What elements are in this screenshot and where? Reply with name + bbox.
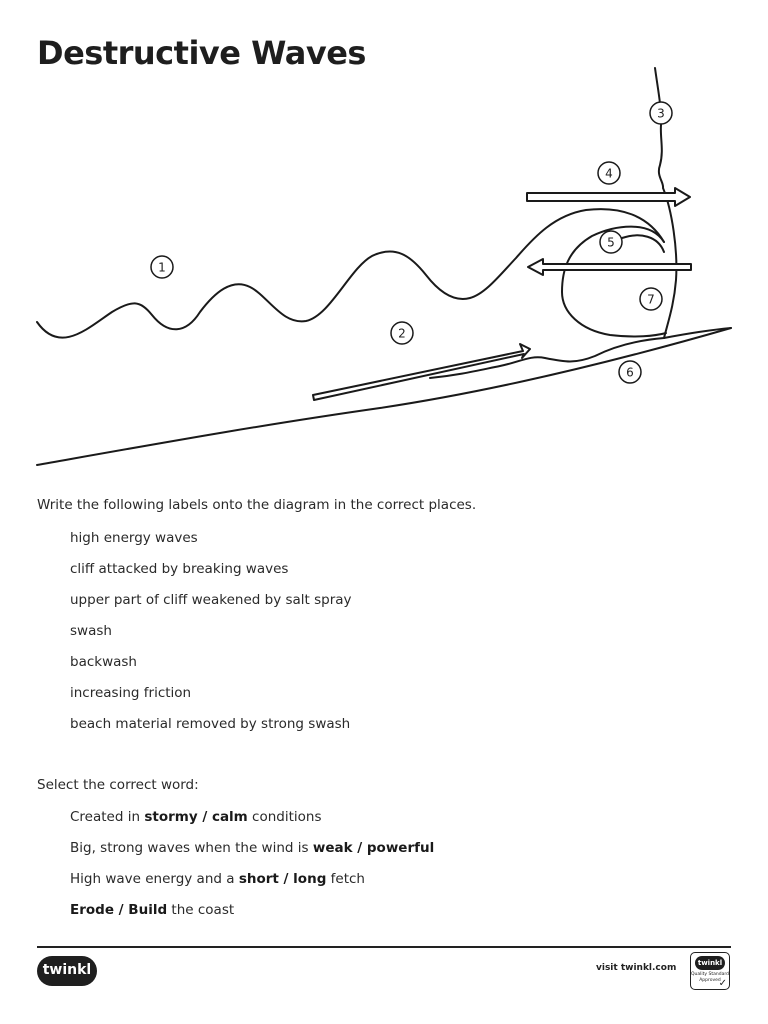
marker-2: 2 — [398, 326, 406, 341]
choice-item: Created in stormy / calm conditions — [70, 809, 322, 825]
label-item: backwash — [70, 654, 137, 670]
label-item: beach material removed by strong swash — [70, 716, 351, 732]
arrow-5-left — [528, 259, 691, 275]
label-item: upper part of cliff weakened by salt spray — [70, 592, 352, 608]
choice-list — [70, 807, 434, 931]
choice-item: Big, strong waves when the wind is weak / powerful — [70, 840, 435, 856]
marker-6: 6 — [626, 365, 634, 380]
select-instruction: Select the correct word: — [37, 777, 199, 793]
marker-7: 7 — [647, 292, 655, 307]
wave-line — [37, 209, 664, 338]
marker-3: 3 — [657, 106, 665, 121]
footer-divider — [37, 946, 731, 948]
quality-badge — [690, 952, 730, 990]
choice-options: weak / powerful — [312, 840, 435, 856]
arrow-swash-up — [313, 344, 530, 400]
marker-1: 1 — [158, 260, 166, 275]
twinkl-logo[interactable]: twinkl — [37, 956, 97, 986]
label-item: cliff attacked by breaking waves — [70, 561, 289, 577]
choice-options: stormy / calm — [144, 809, 248, 825]
label-item: high energy waves — [70, 530, 198, 546]
visit-link[interactable]: visit twinkl.com — [596, 963, 677, 973]
choice-item: High wave energy and a short / long fetch — [70, 871, 365, 887]
page-title: Destructive Waves — [37, 34, 366, 72]
label-item: increasing friction — [70, 685, 192, 701]
label-item: swash — [70, 623, 112, 639]
label-list — [70, 528, 352, 745]
destructive-wave-diagram — [0, 60, 768, 480]
seabed-line — [37, 328, 731, 465]
diagram-markers — [151, 102, 672, 383]
check-icon: ✓ — [718, 978, 727, 989]
marker-5: 5 — [607, 235, 615, 250]
labels-instruction: Write the following labels onto the diagram in the correct places. — [37, 497, 477, 513]
wave-curl-inner — [622, 235, 664, 252]
choice-item: Erode / Build the coast — [70, 902, 235, 918]
badge-text: Quality Standard Approved — [691, 972, 729, 983]
badge-logo: twinkl — [695, 956, 725, 970]
marker-4: 4 — [605, 166, 613, 181]
arrow-4-right — [527, 188, 690, 206]
choice-options: Erode / Build — [70, 902, 168, 918]
choice-options: short / long — [238, 871, 327, 887]
